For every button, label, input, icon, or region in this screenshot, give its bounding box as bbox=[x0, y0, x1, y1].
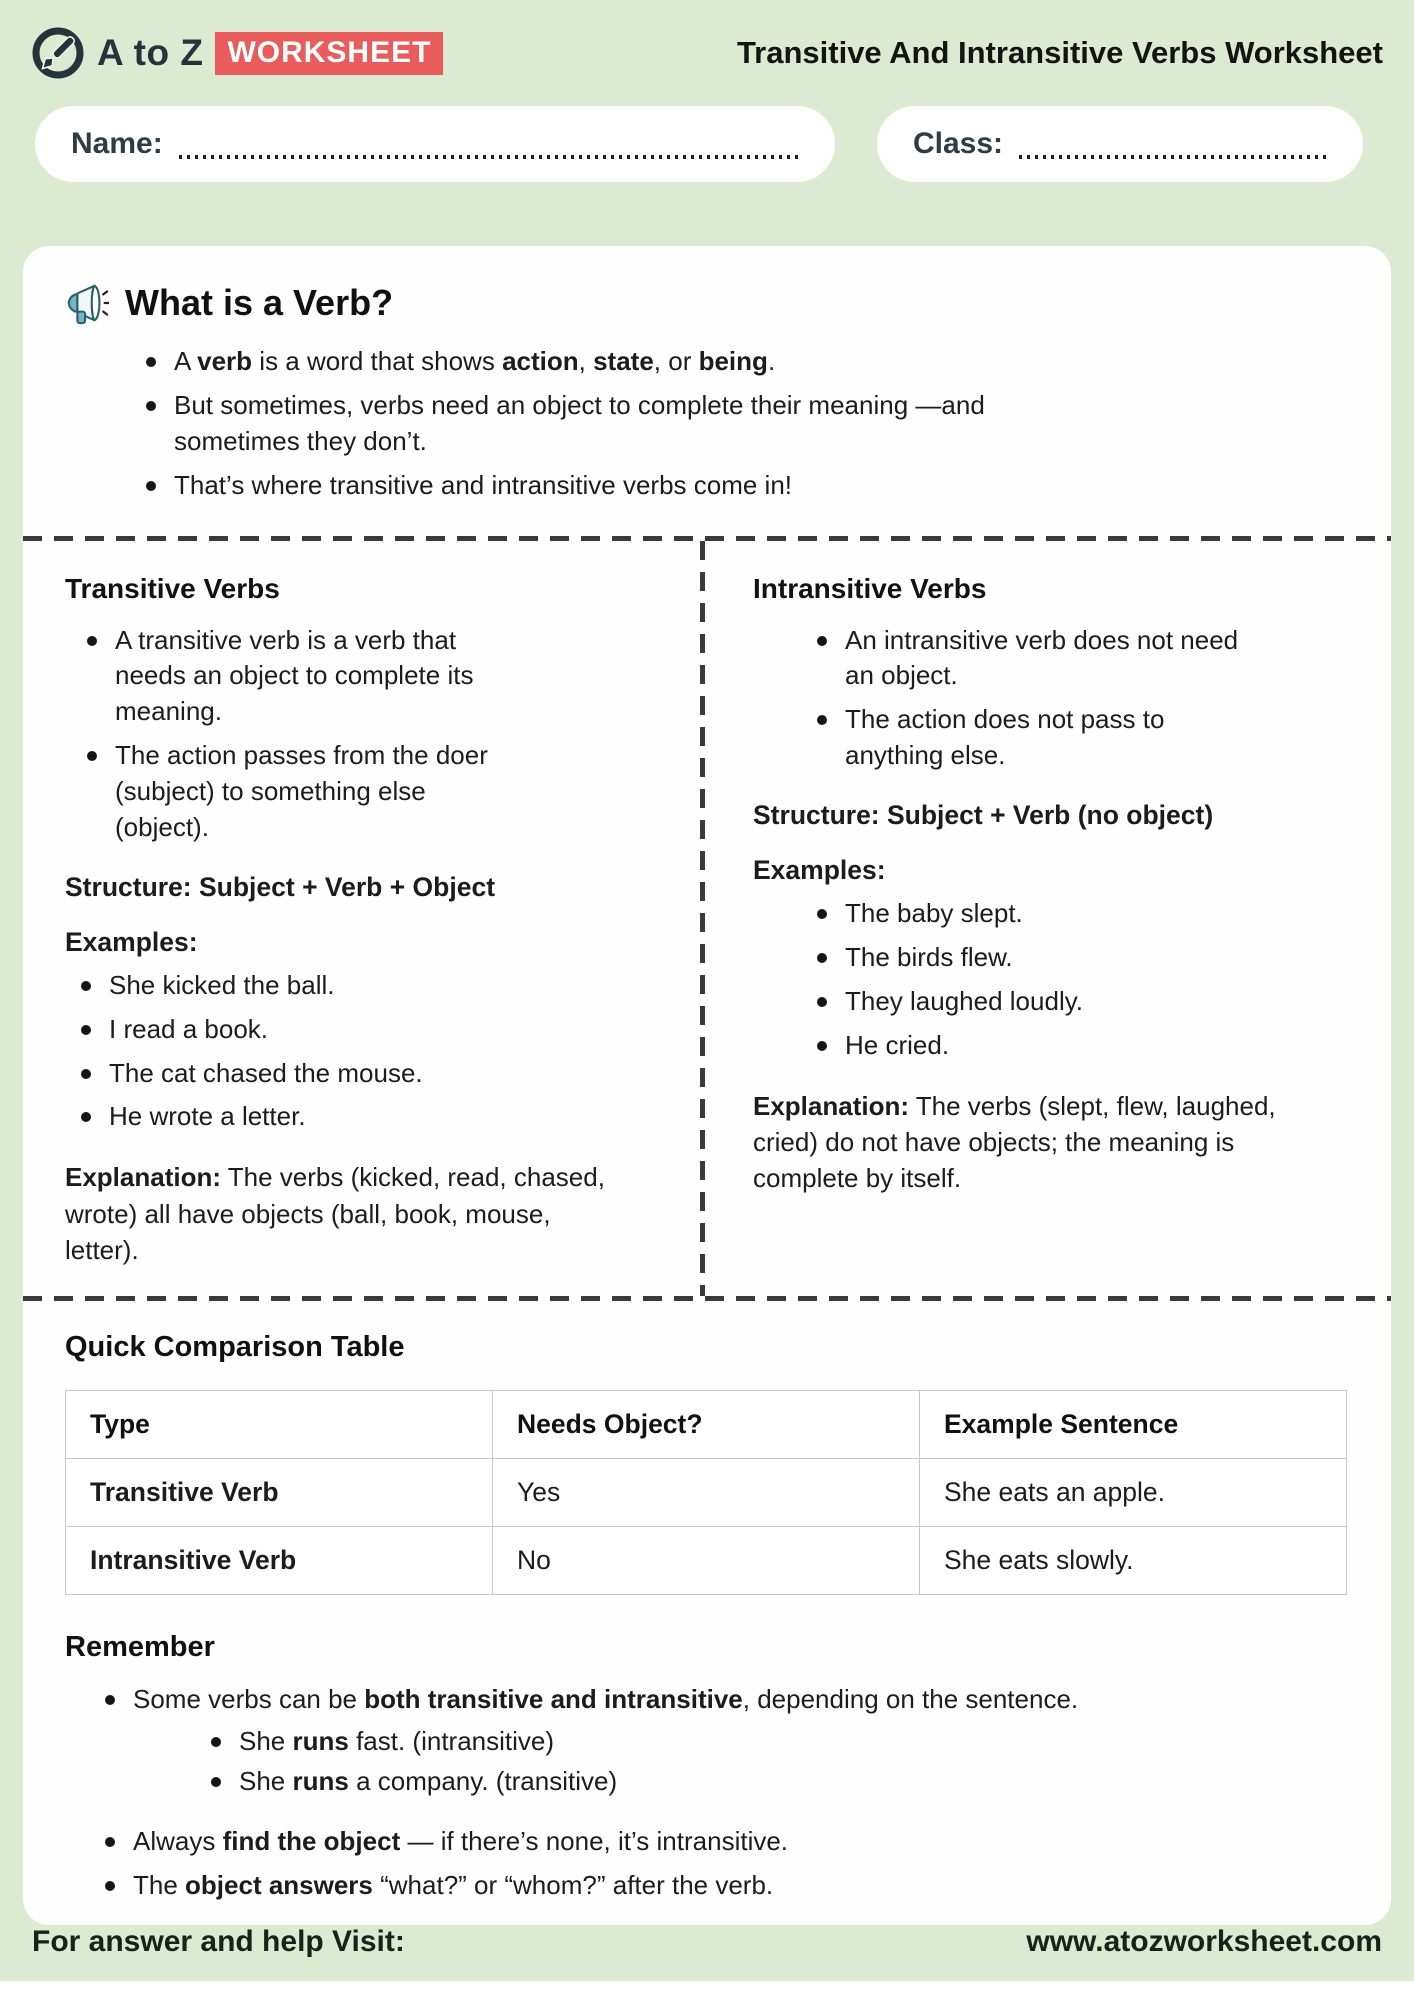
brand-name: A to Z bbox=[97, 32, 204, 73]
intransitive-examples-label: Examples: bbox=[753, 855, 886, 885]
list-item: She runs a company. (transitive) bbox=[203, 1764, 1347, 1800]
list-item: They laughed loudly. bbox=[809, 984, 1367, 1020]
list-item: A verb is a word that shows action, state, or being. bbox=[138, 344, 1038, 380]
name-field bbox=[35, 106, 835, 182]
intro-heading-text: What is a Verb? bbox=[125, 282, 394, 323]
intransitive-structure: Structure: Subject + Verb (no object) bbox=[753, 800, 1214, 830]
intransitive-examples-list bbox=[753, 896, 1367, 1064]
list-item: A transitive verb is a verb that needs an object to complete its meaning. bbox=[79, 623, 519, 731]
brand-logo bbox=[31, 26, 443, 80]
transitive-points-list bbox=[65, 623, 676, 846]
page-title: Transitive And Intransitive Verbs Worksheet bbox=[736, 35, 1383, 70]
cell-type: Transitive Verb bbox=[66, 1459, 493, 1527]
list-item: The action does not pass to anything else. bbox=[809, 702, 1239, 774]
footer-url: www.atozworksheet.com bbox=[1026, 1925, 1382, 1958]
list-item: An intransitive verb does not need an object. bbox=[809, 623, 1239, 695]
cell-type: Intransitive Verb bbox=[66, 1527, 493, 1595]
intransitive-heading: Intransitive Verbs bbox=[753, 572, 987, 604]
cell-needs-object: Yes bbox=[493, 1459, 920, 1527]
remember-heading: Remember bbox=[65, 1631, 215, 1664]
list-item: She kicked the ball. bbox=[73, 968, 676, 1004]
list-item: But sometimes, verbs need an object to complete their meaning —and sometimes they don’t. bbox=[138, 388, 1038, 460]
brand-badge: WORKSHEET bbox=[215, 32, 443, 75]
table-header-row bbox=[66, 1391, 1347, 1459]
name-fill-line[interactable] bbox=[179, 155, 799, 159]
class-fill-line[interactable] bbox=[1019, 155, 1327, 159]
intransitive-points-list bbox=[753, 623, 1367, 775]
intro-list bbox=[63, 344, 1351, 504]
bottom-section bbox=[23, 1301, 1391, 1925]
list-item: He wrote a letter. bbox=[73, 1099, 676, 1135]
class-label: Class: bbox=[913, 127, 1004, 160]
list-item: I read a book. bbox=[73, 1012, 676, 1048]
intransitive-explanation: Explanation: The verbs (slept, flew, laughed, cried) do not have objects; the meaning is complete by itself. bbox=[753, 1090, 1276, 1194]
comparison-table bbox=[65, 1390, 1347, 1595]
list-item: The cat chased the mouse. bbox=[73, 1056, 676, 1092]
transitive-column bbox=[23, 541, 700, 1297]
list-item: Always find the object — if there’s none, it’s intransitive. bbox=[97, 1824, 1347, 1860]
transitive-heading: Transitive Verbs bbox=[65, 572, 280, 604]
list-item: He cried. bbox=[809, 1028, 1367, 1064]
transitive-structure: Structure: Subject + Verb + Object bbox=[65, 871, 496, 902]
column-header-needs-object: Needs Object? bbox=[493, 1391, 920, 1459]
worksheet-card bbox=[23, 246, 1391, 1925]
name-label: Name: bbox=[71, 127, 163, 160]
footer-help-text: For answer and help Visit: bbox=[32, 1925, 405, 1958]
intransitive-column bbox=[705, 541, 1391, 1297]
table-row bbox=[66, 1527, 1347, 1595]
transitive-examples-label: Examples: bbox=[65, 926, 198, 957]
cell-example: She eats an apple. bbox=[920, 1459, 1347, 1527]
class-field bbox=[877, 106, 1363, 182]
cell-needs-object: No bbox=[493, 1527, 920, 1595]
transitive-explanation: Explanation: The verbs (kicked, read, chased, wrote) all have objects (ball, book, mouse, letter). bbox=[65, 1162, 605, 1266]
transitive-examples-list bbox=[65, 968, 676, 1136]
pen-in-circle-icon bbox=[31, 26, 85, 80]
column-header-example: Example Sentence bbox=[920, 1391, 1347, 1459]
list-item: She runs fast. (intransitive) bbox=[203, 1724, 1347, 1760]
column-header-type: Type bbox=[66, 1391, 493, 1459]
remember-list bbox=[65, 1682, 1347, 1903]
megaphone-icon bbox=[63, 280, 109, 326]
intro-heading bbox=[63, 280, 1351, 326]
list-item: The birds flew. bbox=[809, 940, 1367, 976]
verb-columns bbox=[23, 541, 1391, 1297]
remember-sublist bbox=[133, 1724, 1347, 1800]
remember-section bbox=[65, 1631, 1347, 1903]
intro-section bbox=[23, 246, 1391, 536]
page-footer bbox=[23, 1925, 1391, 1981]
page-header bbox=[23, 26, 1391, 80]
cell-example: She eats slowly. bbox=[920, 1527, 1347, 1595]
comparison-heading: Quick Comparison Table bbox=[65, 1331, 405, 1364]
list-item: The action passes from the doer (subject) to something else (object). bbox=[79, 738, 519, 846]
fields-row bbox=[23, 106, 1391, 182]
list-item: That’s where transitive and intransitive verbs come in! bbox=[138, 468, 1038, 504]
list-item: Some verbs can be both transitive and intransitive, depending on the sentence. She runs fast. (intransitive) She runs a company. (transitive) bbox=[97, 1682, 1347, 1800]
list-item: The object answers “what?” or “whom?” after the verb. bbox=[97, 1868, 1347, 1904]
list-item: The baby slept. bbox=[809, 896, 1367, 932]
table-row bbox=[66, 1459, 1347, 1527]
